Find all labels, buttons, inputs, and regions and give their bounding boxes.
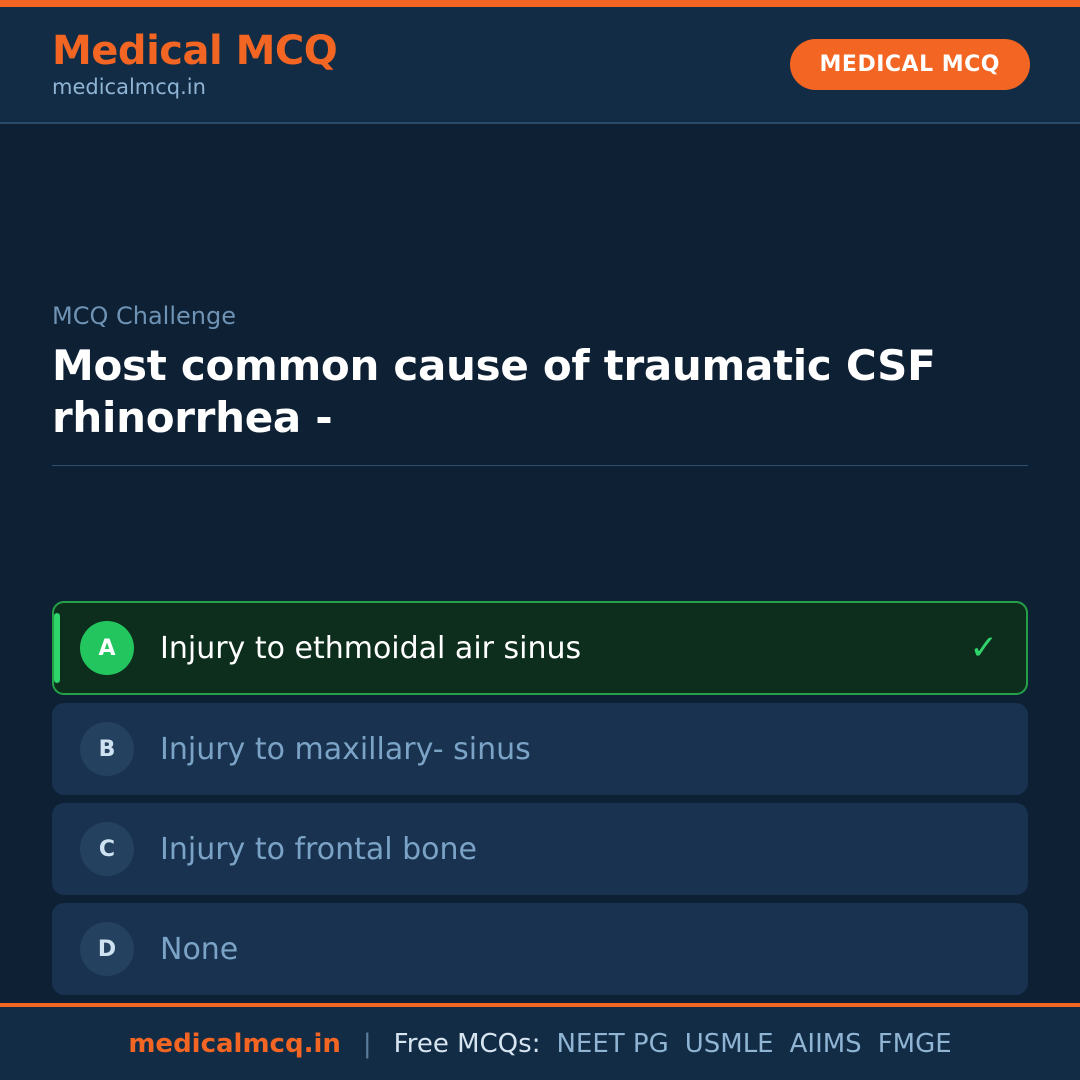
footer-exam-usmle: USMLE [684, 1028, 774, 1059]
page-title: Most common cause of traumatic CSF rhinorrhea - [52, 341, 936, 442]
brand-subtitle: medicalmcq.in [52, 74, 206, 99]
option-text: Injury to maxillary- sinus [160, 731, 531, 767]
top-accent-rule [0, 0, 1080, 7]
option-text: Injury to frontal bone [160, 831, 477, 867]
divider [52, 465, 1028, 466]
option-letter: C [80, 822, 134, 876]
brand [52, 27, 338, 99]
footer-exam-aiims: AIIMS [789, 1028, 862, 1059]
option-letter: B [80, 722, 134, 776]
footer-separator: | [362, 1028, 372, 1059]
check-icon: ✓ [969, 628, 998, 668]
header-badge: MEDICAL MCQ [790, 39, 1030, 90]
brand-title: Medical MCQ [52, 27, 338, 74]
option-a[interactable] [52, 601, 1028, 695]
header [0, 7, 1080, 124]
option-c[interactable] [52, 803, 1028, 895]
option-letter: A [80, 621, 134, 675]
footer-site-link[interactable]: medicalmcq.in [128, 1028, 341, 1059]
question-block [52, 302, 1028, 466]
eyebrow-label: MCQ Challenge [52, 302, 236, 330]
footer-exam-fmge: FMGE [877, 1028, 952, 1059]
option-d[interactable] [52, 903, 1028, 995]
footer-label: Free MCQs: [393, 1028, 541, 1059]
footer-exam-neetpg: NEET PG [556, 1028, 669, 1059]
footer [0, 1007, 1080, 1080]
options-list [52, 601, 1028, 1003]
main-content [0, 124, 1080, 1003]
option-b[interactable] [52, 703, 1028, 795]
option-text: None [160, 931, 239, 967]
option-text: Injury to ethmoidal air sinus [160, 630, 582, 666]
option-letter: D [80, 922, 134, 976]
